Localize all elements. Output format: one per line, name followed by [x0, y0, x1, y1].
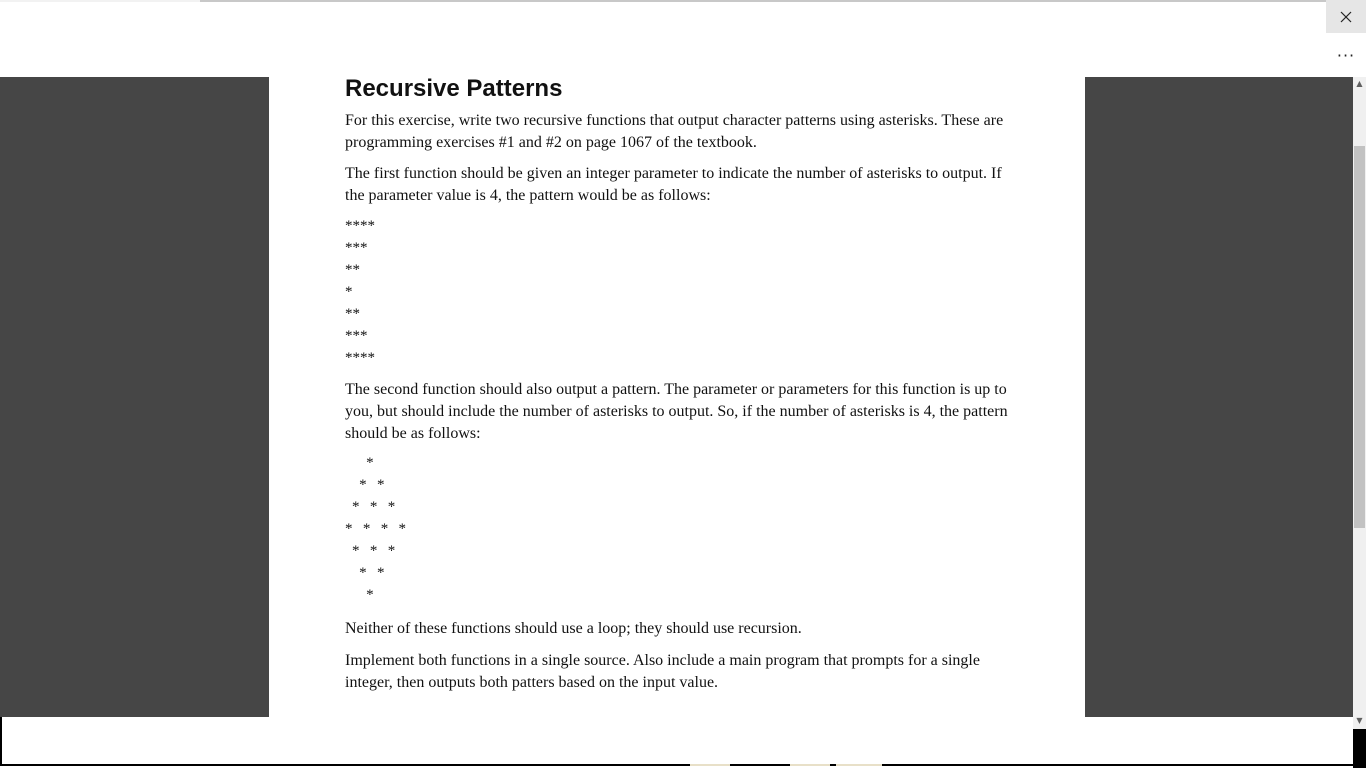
pattern-line: * * — [345, 477, 388, 493]
second-function-paragraph: The second function should also output a pattern. The parameter or parameters for this function is up to you, but should include the number of asterisks to output. So, if the number of asterisks is 4, the pattern should be as follows: — [345, 381, 1008, 442]
more-icon: ··· — [1336, 45, 1356, 65]
scroll-thumb[interactable] — [1354, 146, 1365, 528]
pattern-line: ** — [345, 262, 360, 278]
close-icon — [1340, 11, 1352, 23]
pattern-line: * — [345, 284, 353, 300]
pattern-line: * * — [345, 565, 388, 581]
intro-paragraph: For this exercise, write two recursive functions that output character patterns using asterisks. These are programming exercises #1 and #2 on page 1067 of the textbook. — [345, 112, 1004, 151]
viewer-header — [0, 2, 1326, 77]
scroll-down-arrow-icon[interactable]: ▼ — [1356, 716, 1363, 725]
pattern-line: * * * — [345, 499, 399, 515]
pattern-line: * — [345, 587, 377, 603]
pattern-one — [345, 215, 1015, 369]
first-function-paragraph: The first function should be given an integer parameter to indicate the number of asterisks to output. If the parameter value is 4, the pattern would be as follows: — [345, 165, 1002, 204]
more-options-button[interactable] — [1326, 33, 1366, 77]
vertical-scrollbar[interactable] — [1353, 77, 1366, 729]
close-button[interactable] — [1326, 0, 1366, 33]
pattern-line: *** — [345, 240, 368, 256]
bottom-corner — [1353, 729, 1366, 768]
no-loop-paragraph: Neither of these functions should use a loop; they should use recursion. — [345, 620, 802, 637]
pattern-line: *** — [345, 328, 368, 344]
pattern-line: ** — [345, 306, 360, 322]
implement-paragraph: Implement both functions in a single source. Also include a main program that prompts for a single integer, then outputs both patters based on the input value. — [345, 652, 980, 691]
bottom-panel — [0, 717, 1353, 766]
scroll-up-arrow-icon[interactable]: ▲ — [1356, 79, 1363, 88]
pattern-line: * * * — [345, 543, 399, 559]
pattern-line: * — [345, 455, 377, 471]
pattern-two — [345, 452, 1015, 606]
page-title: Recursive Patterns — [345, 77, 563, 102]
pattern-line: **** — [345, 350, 375, 366]
document-viewer — [0, 77, 1353, 717]
document-page — [269, 77, 1085, 717]
pattern-line: **** — [345, 218, 375, 234]
bottom-decoration — [690, 764, 890, 768]
document-content — [345, 77, 1015, 694]
pattern-line: * * * * — [345, 521, 410, 537]
